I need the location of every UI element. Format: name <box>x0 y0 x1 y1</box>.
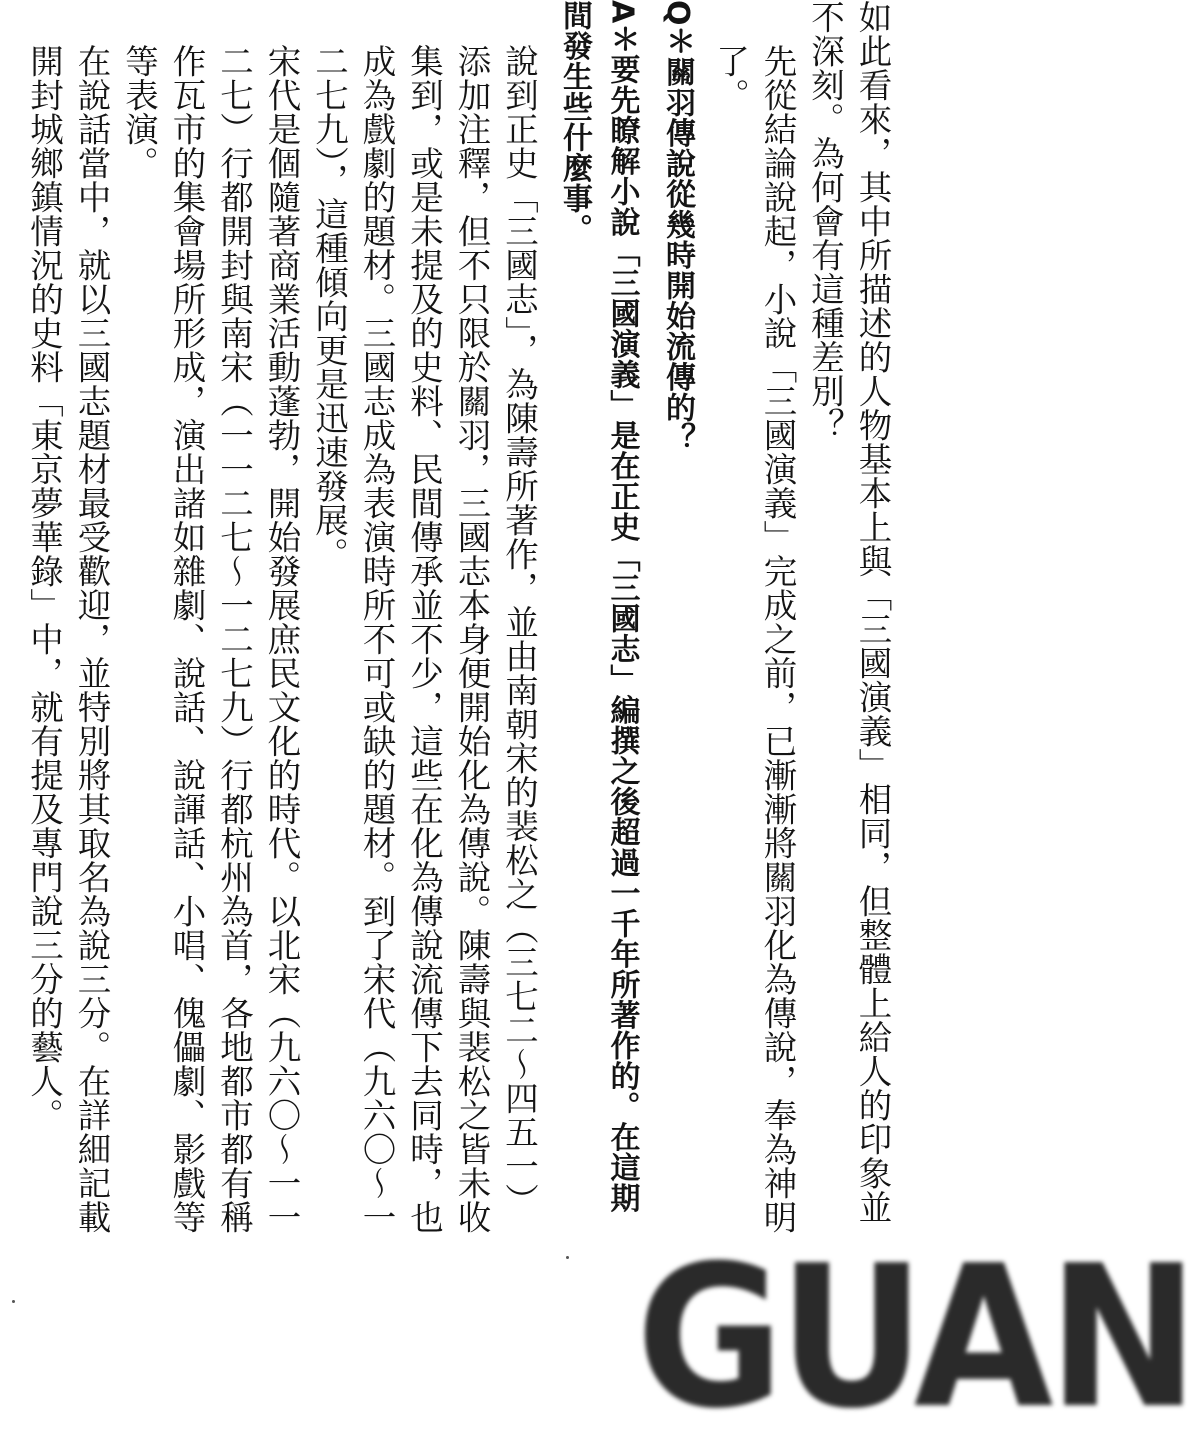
print-speck <box>566 1256 569 1259</box>
paragraph-conclusion: 先從結論說起，小說「三國演義」完成之前，已漸漸將關羽化為傳說，奉為神明了。 <box>710 44 797 1234</box>
paragraph-sanguozhi: 說到正史「三國志」，為陳壽所著作，並由南朝宋的裴松之（三七二～四五一）添加注釋，但不只限於關羽，三國志本身便開始化為傳說。陳壽與裴松之皆未收集到，或是未提及的史料、民間傳承並不少，這些在化為傳說流傳下去同時，也成為戲劇的題材。三國志成為表演時所不可或缺的題材。到了宋代（九六〇～一二七九），這種傾向更是迅速發展。 <box>309 44 539 1234</box>
vertical-text-column <box>24 0 896 1240</box>
print-speck <box>12 1300 15 1303</box>
question-heading: Q＊關羽傳說從幾時開始流傳的？ <box>660 0 695 454</box>
paragraph-storytelling: 在說話當中，就以三國志題材最受歡迎，並特別將其取名為說三分。在詳細記載開封城鄉鎮情況的史料「東京夢華錄」中，就有提及專門說三分的藝人。 <box>24 44 111 1234</box>
guan-watermark-logo <box>630 1224 1193 1452</box>
guan-watermark-text: GUAN <box>636 1224 1193 1452</box>
paragraph-intro: 如此看來，其中所描述的人物基本上與「三國演義」相同，但整體上給人的印象並不深刻。為何會有這種差別？ <box>805 0 892 1224</box>
paragraph-song-dynasty: 宋代是個隨著商業活動蓬勃，開始發展庶民文化的時代。以北宋（九六〇～一一二七）行都開封與南宋（一一二七～一二七九）行都杭州為首，各地都市都有稱作瓦市的集會場所形成，演出諸如雜劇、說話、說諢話、小唱、傀儡劇、影戲等等表演。 <box>119 44 301 1234</box>
answer-heading: A＊要先瞭解小說「三國演義」是在正史「三國志」編撰之後超過一千年所著作的。在這期間發生些什麼事。 <box>557 0 640 1214</box>
